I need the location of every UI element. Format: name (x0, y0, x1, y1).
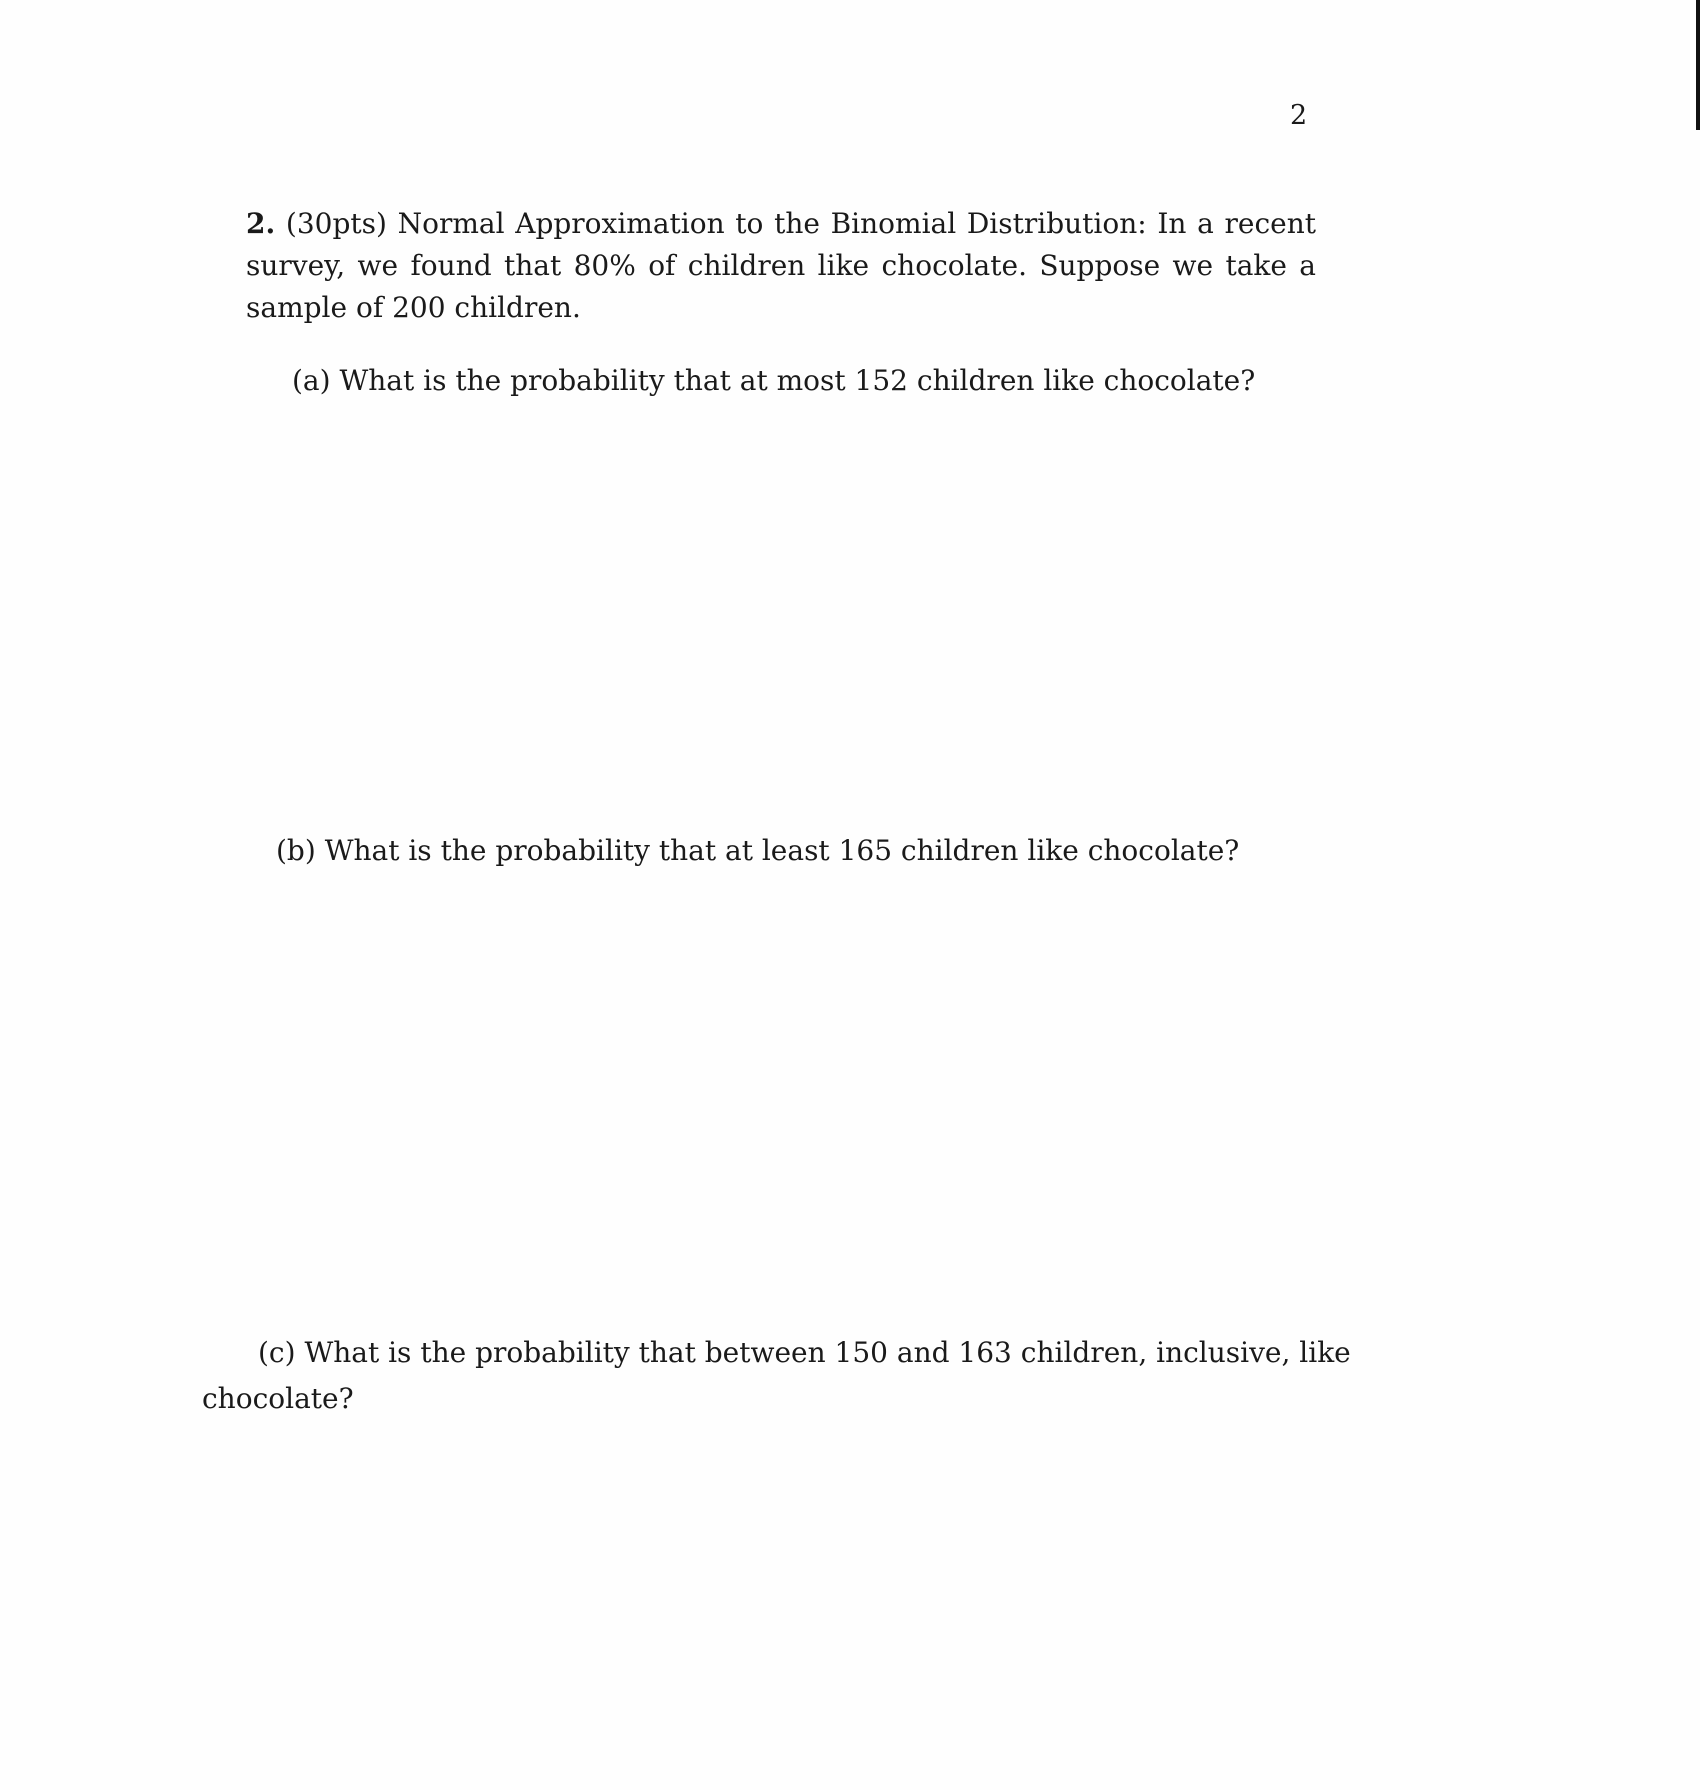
page-number: 2 (1290, 100, 1308, 131)
question-part-b (276, 828, 1316, 874)
part-b-question: What is the probability that at least 165 children like chocolate? (324, 834, 1240, 867)
question-part-a (292, 358, 1292, 404)
question-part-c (202, 1330, 1362, 1422)
part-c-label: (c) (258, 1336, 296, 1369)
problem-number: 2 (246, 207, 266, 240)
problem-intro: Normal Approximation to the Binomial Distribution: In a recent survey, we found that 80% of children like chocolate. Suppose we take a sample of 200 children. (246, 207, 1316, 324)
part-b-label: (b) (276, 834, 316, 867)
part-c-question: What is the probability that between 150 and 163 children, inclusive, like chocolate? (202, 1336, 1351, 1415)
page-edge-shadow (1696, 0, 1700, 130)
problem-points: (30pts) (285, 207, 387, 240)
problem-statement: 2. (30pts) Normal Approximation to the Binomial Distribution: In a recent survey, we found that 80% of children like chocolate. Suppose we take a sample of 200 children. (246, 207, 1316, 324)
part-a-question: What is the probability that at most 152 children like chocolate? (339, 364, 1256, 397)
part-a-label: (a) (292, 364, 331, 397)
